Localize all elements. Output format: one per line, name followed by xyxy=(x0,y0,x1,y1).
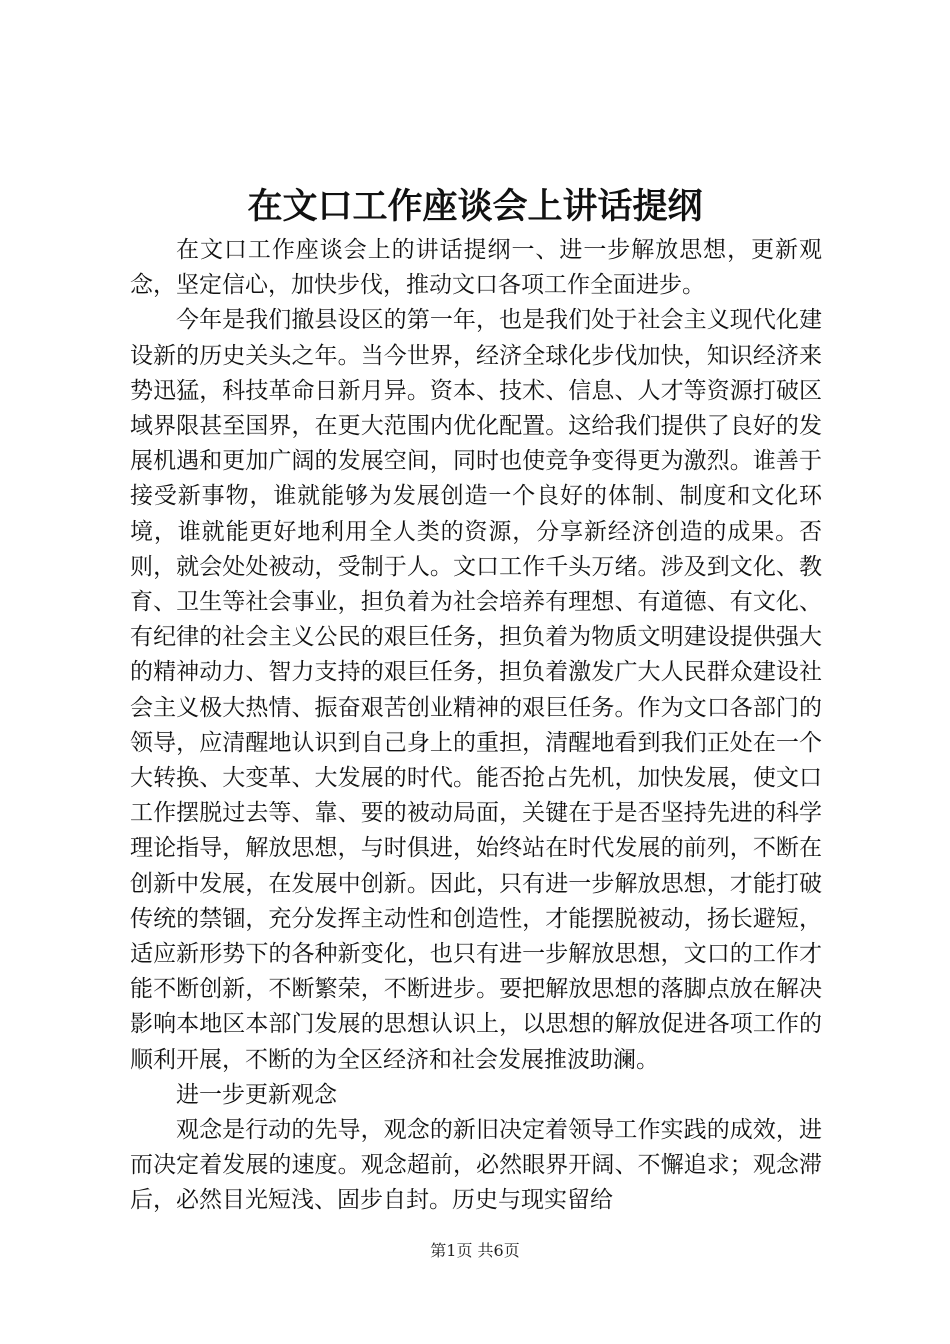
page-number-footer: 第1页 共6页 xyxy=(430,1241,520,1260)
paragraph-main: 今年是我们撤县设区的第一年，也是我们处于社会主义现代化建设新的历史关头之年。当今世界，经济全球化步伐加快，知识经济来势迅猛，科技革命日新月异。资本、技术、信息、人才等资源打破区域界限甚至国界，在更大范围内优化配置。这给我们提供了良好的发展机遇和更加广阔的发展空间，同时也使竞争变得更为激烈。谁善于接受新事物，谁就能够为发展创造一个良好的体制、制度和文化环境，谁就能更好地利用全人类的资源，分享新经济创造的成果。否则，就会处处被动，受制于人。文口工作千头万绪。涉及到文化、教育、卫生等社会事业，担负着为社会培养有理想、有道德、有文化、有纪律的社会主义公民的艰巨任务，担负着为物质文明建设提供强大的精神动力、智力支持的艰巨任务，担负着激发广大人民群众建设社会主义极大热情、振奋艰苦创业精神的艰巨任务。作为文口各部门的领导，应清醒地认识到自己身上的重担，清醒地看到我们正处在一个大转换、大变革、大发展的时代。能否抢占先机，加快发展，使文口工作摆脱过去等、靠、要的被动局面，关键在于是否坚持先进的科学理论指导，解放思想，与时俱进，始终站在时代发展的前列，不断在创新中发展，在发展中创新。因此，只有进一步解放思想，才能打破传统的禁锢，充分发挥主动性和创造性，才能摆脱被动，扬长避短，适应新形势下的各种新变化，也只有进一步解放思想，文口的工作才能不断创新，不断繁荣，不断进步。要把解放思想的落脚点放在解决影响本地区本部门发展的思想认识上，以思想的解放促进各项工作的顺利开展，不断的为全区经济和社会发展推波助澜。 xyxy=(130,307,822,1073)
paragraph-concept: 观念是行动的先导，观念的新旧决定着领导工作实践的成效，进而决定着发展的速度。观念超前，必然眼界开阔、不懈追求；观念滞后，必然目光短浅、固步自封。历史与现实留给 xyxy=(130,1117,822,1214)
section-subheading: 进一步更新观念 xyxy=(176,1081,337,1108)
document-title: 在文口工作座谈会上讲话提纲 xyxy=(247,186,703,227)
paragraph-intro: 在文口工作座谈会上的讲话提纲一、进一步解放思想，更新观念，坚定信心，加快步伐，推动文口各项工作全面进步。 xyxy=(130,237,822,299)
document-body xyxy=(130,233,822,1219)
